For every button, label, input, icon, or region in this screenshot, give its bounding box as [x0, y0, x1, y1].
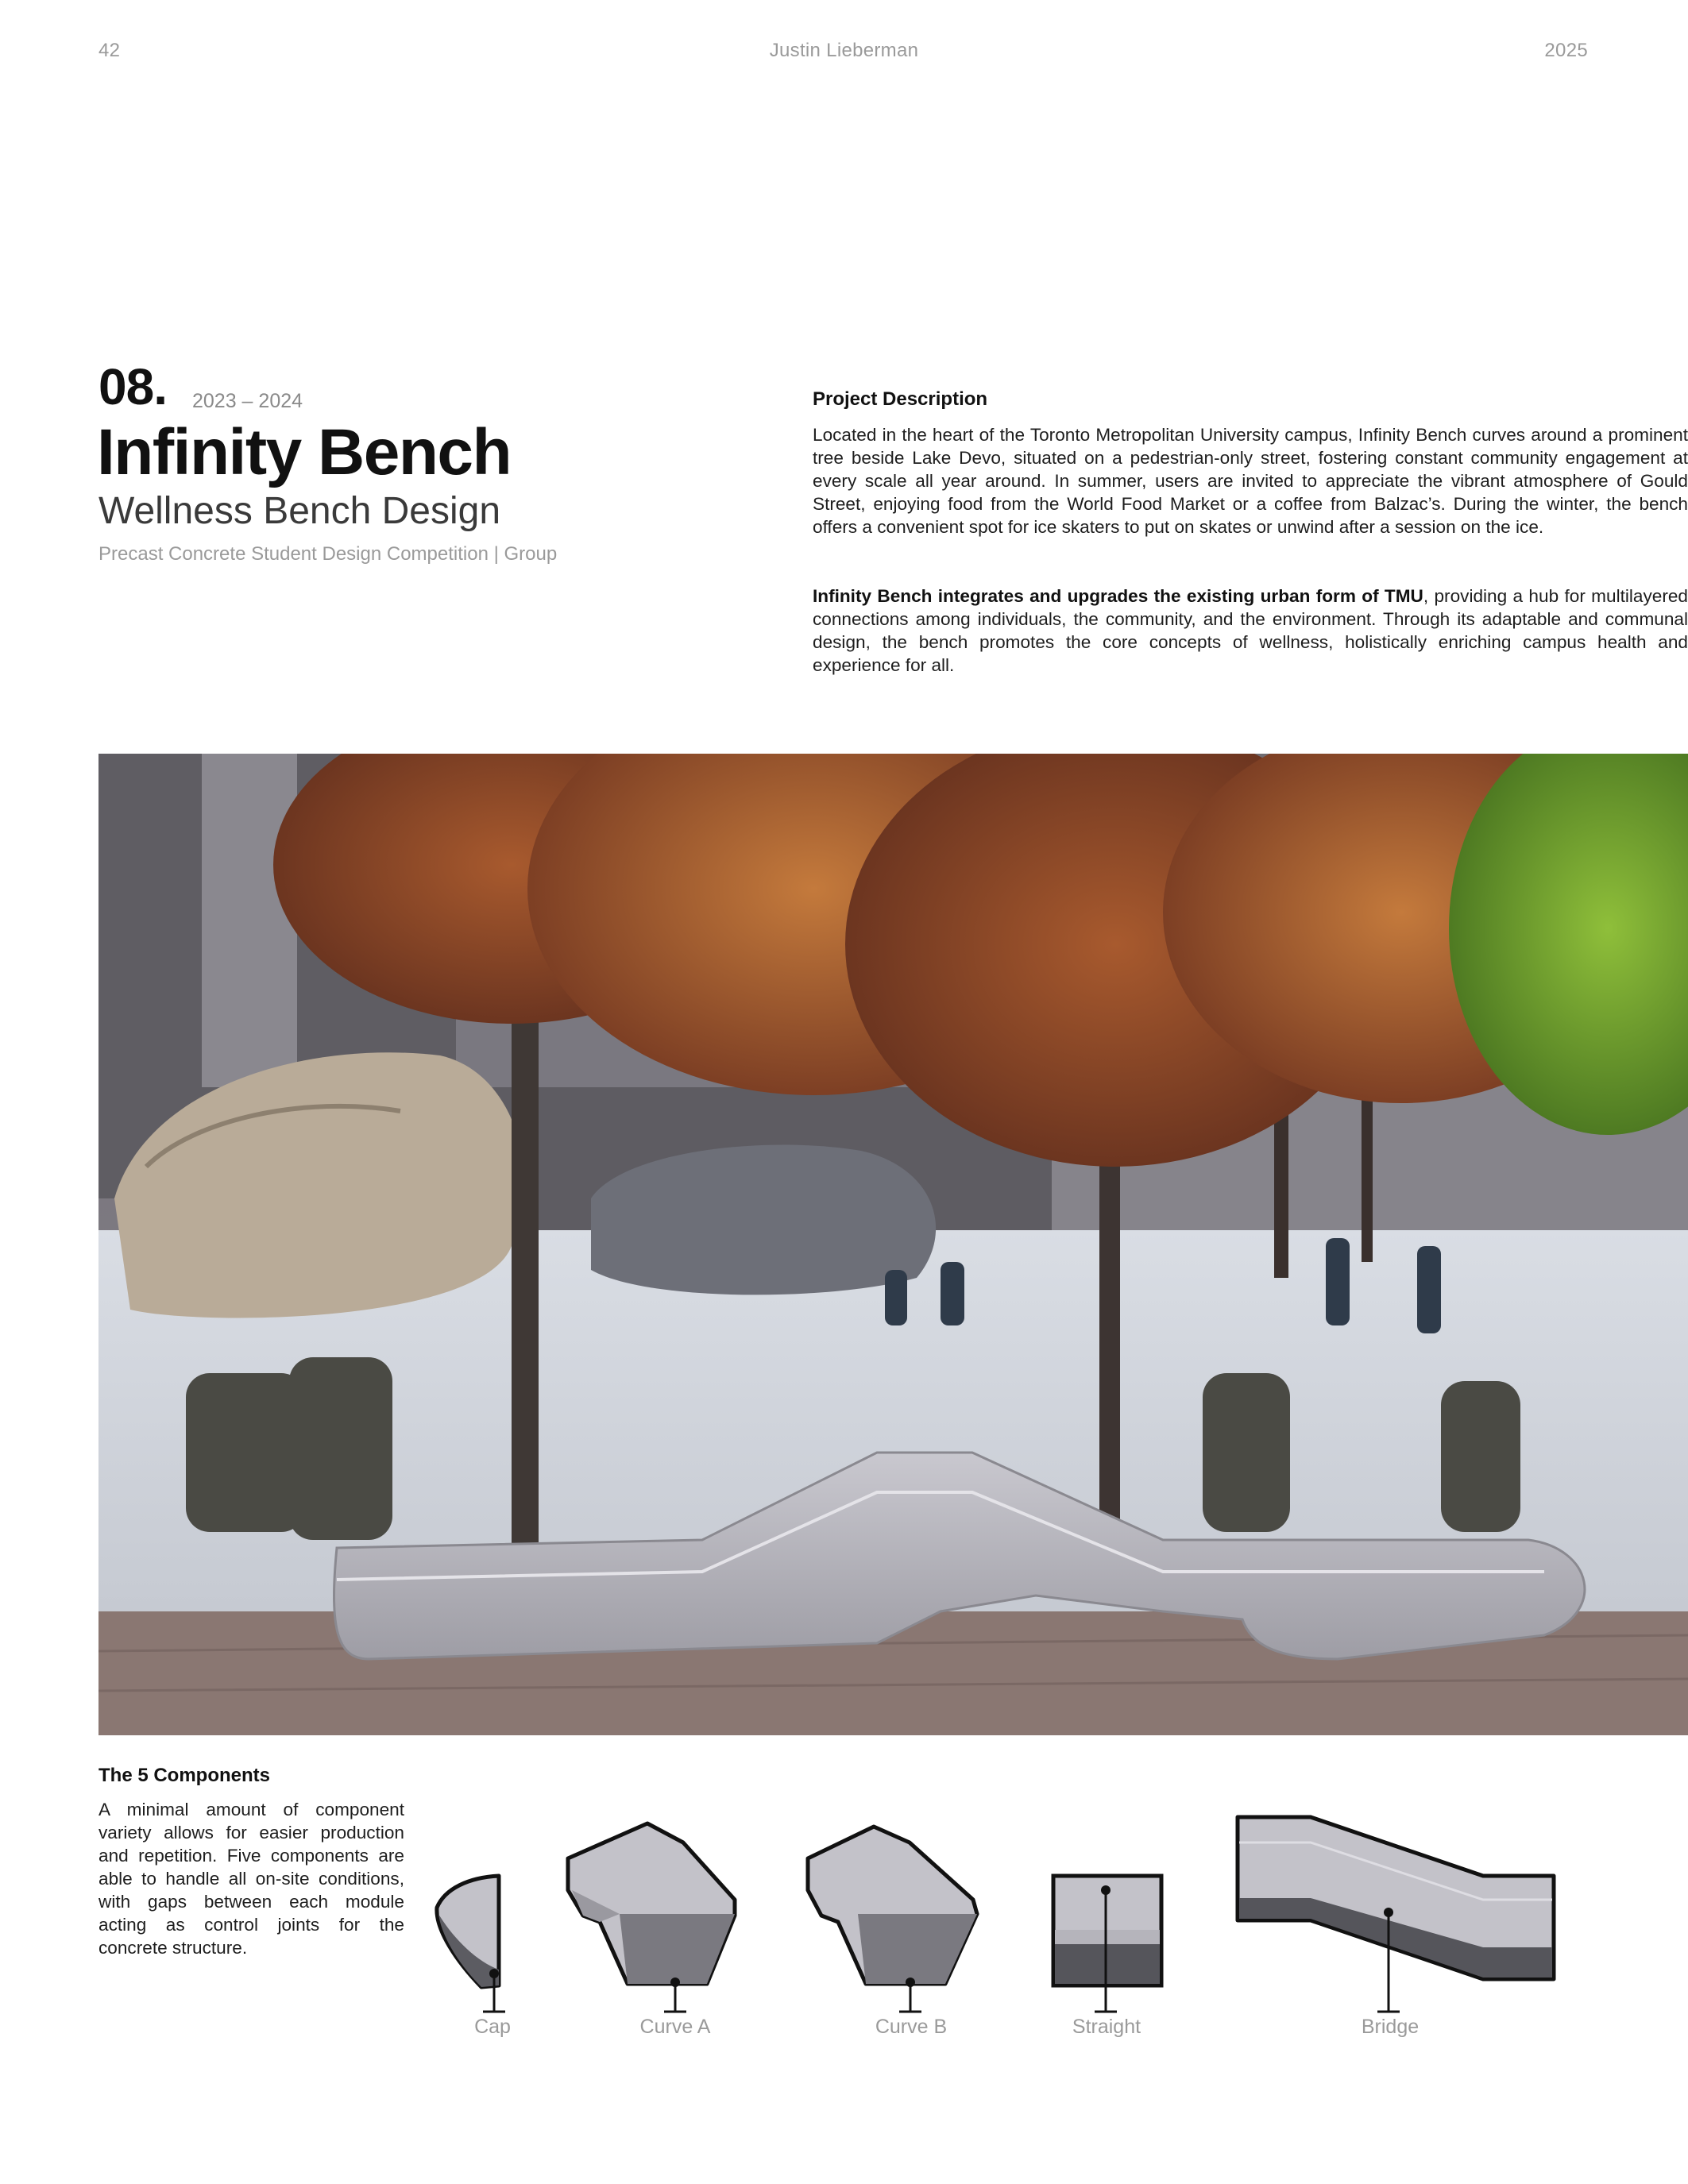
curve-b-component-diagram	[808, 1827, 977, 2012]
header-year: 2025	[1544, 40, 1588, 61]
description-heading: Project Description	[813, 388, 988, 410]
cap-component-diagram	[437, 1876, 505, 2012]
bench-rendering-image	[98, 754, 1688, 1735]
component-label-cap: Cap	[474, 2016, 511, 2038]
components-diagram	[413, 1811, 1652, 2049]
component-label-straight: Straight	[1072, 2016, 1141, 2038]
components-heading: The 5 Components	[98, 1765, 271, 1786]
project-dates: 2023 – 2024	[192, 390, 303, 412]
project-competition: Precast Concrete Student Design Competition | Group	[98, 543, 558, 565]
bridge-component-diagram	[1238, 1817, 1554, 2012]
components-text: A minimal amount of component variety allows for easier production and repetition. Five components are able to handle all on-site conditions, with gaps between each module acting as control joints for the concrete structure.	[98, 1800, 404, 1958]
component-label-curve-b: Curve B	[875, 2016, 948, 2038]
straight-component-diagram	[1053, 1876, 1161, 2012]
project-title: Infinity Bench	[97, 416, 512, 488]
project-subtitle: Wellness Bench Design	[98, 490, 501, 532]
component-label-curve-a: Curve A	[639, 2016, 711, 2038]
project-number: 08.	[98, 358, 167, 415]
author-name: Justin Lieberman	[769, 40, 919, 61]
description-paragraph-2	[813, 585, 1688, 677]
description-paragraph-1: Located in the heart of the Toronto Metropolitan University campus, Infinity Bench curves around a prominent tree beside Lake Devo, situated on a pedestrian-only street, fostering constant community engagement at every scale all year around. In summer, users are invited to appreciate the vibrant atmosphere of Gould Street, enjoying food from the World Food Market or a coffee from Balzac’s. During the winter, the bench offers a convenient spot for ice skaters to put on skates or unwind after a session on the ice.	[813, 425, 1688, 537]
page-number: 42	[98, 40, 121, 61]
component-label-bridge: Bridge	[1361, 2016, 1420, 2038]
curve-a-component-diagram	[568, 1823, 735, 2012]
description-paragraph-2-emphasis: Infinity Bench integrates and upgrades the existing urban form of TMU	[813, 586, 1423, 606]
description-paragraph-2-text: , providing a hub for multilayered connections among individuals, the community, and the environment. Through its adaptable and communal design, the bench promotes the core concepts of wellness, holistically enriching campus health and experience for all.	[813, 586, 1688, 675]
